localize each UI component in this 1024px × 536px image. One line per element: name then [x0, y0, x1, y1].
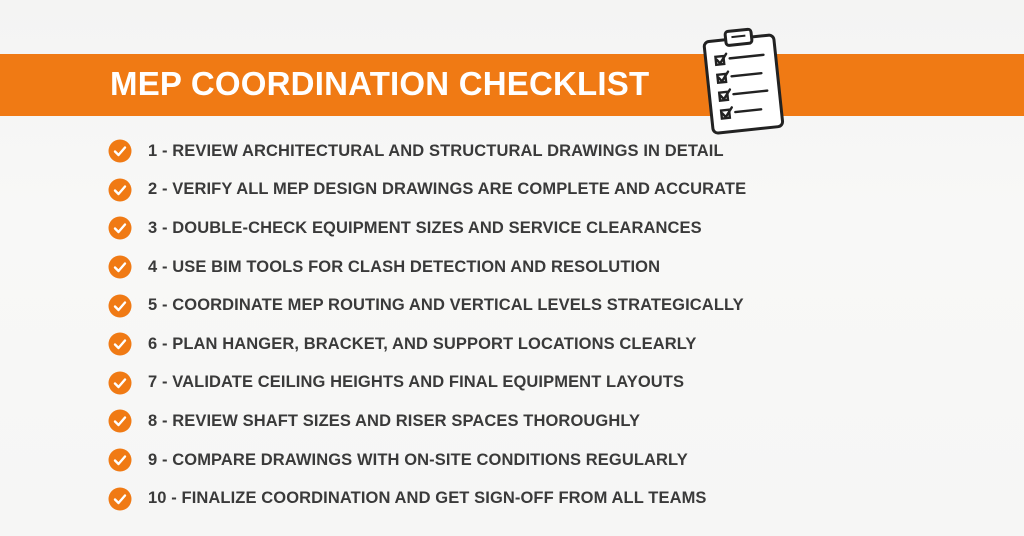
list-item-text: 8 - REVIEW SHAFT SIZES AND RISER SPACES THOROUGHLY: [148, 411, 641, 430]
list-item-text: 6 - PLAN HANGER, BRACKET, AND SUPPORT LOCATIONS CLEARLY: [148, 334, 697, 353]
check-circle-icon: [108, 216, 132, 240]
list-item-text: 5 - COORDINATE MEP ROUTING AND VERTICAL LEVELS STRATEGICALLY: [148, 296, 744, 315]
list-item-text: 10 - FINALIZE COORDINATION AND GET SIGN-OFF FROM ALL TEAMS: [148, 489, 707, 508]
list-item: [108, 248, 746, 287]
check-circle-icon: [108, 409, 132, 433]
checklist: [108, 132, 746, 518]
list-item: [108, 209, 746, 248]
check-circle-icon: [108, 255, 132, 279]
list-item-text: 9 - COMPARE DRAWINGS WITH ON-SITE CONDITIONS REGULARLY: [148, 450, 688, 469]
list-item: [108, 286, 746, 325]
check-circle-icon: [108, 487, 132, 511]
check-circle-icon: [108, 178, 132, 202]
list-item-text: 3 - DOUBLE-CHECK EQUIPMENT SIZES AND SERVICE CLEARANCES: [148, 218, 702, 237]
check-circle-icon: [108, 332, 132, 356]
list-item-text: 2 - VERIFY ALL MEP DESIGN DRAWINGS ARE COMPLETE AND ACCURATE: [148, 180, 747, 199]
list-item: [108, 171, 746, 210]
list-item: [108, 441, 746, 480]
check-circle-icon: [108, 448, 132, 472]
list-item: [108, 325, 746, 364]
list-item-text: 4 - USE BIM TOOLS FOR CLASH DETECTION AND RESOLUTION: [148, 257, 661, 276]
list-item: [108, 364, 746, 403]
clipboard-checklist-icon: [694, 24, 794, 136]
list-item-text: 1 - REVIEW ARCHITECTURAL AND STRUCTURAL DRAWINGS IN DETAIL: [148, 141, 724, 160]
check-circle-icon: [108, 139, 132, 163]
page-title: MEP COORDINATION CHECKLIST: [110, 65, 650, 102]
check-circle-icon: [108, 371, 132, 395]
list-item-text: 7 - VALIDATE CEILING HEIGHTS AND FINAL EQUIPMENT LAYOUTS: [148, 373, 685, 392]
list-item: [108, 402, 746, 441]
list-item: [108, 479, 746, 518]
title-banner: [0, 54, 1024, 116]
list-item: [108, 132, 746, 171]
check-circle-icon: [108, 294, 132, 318]
